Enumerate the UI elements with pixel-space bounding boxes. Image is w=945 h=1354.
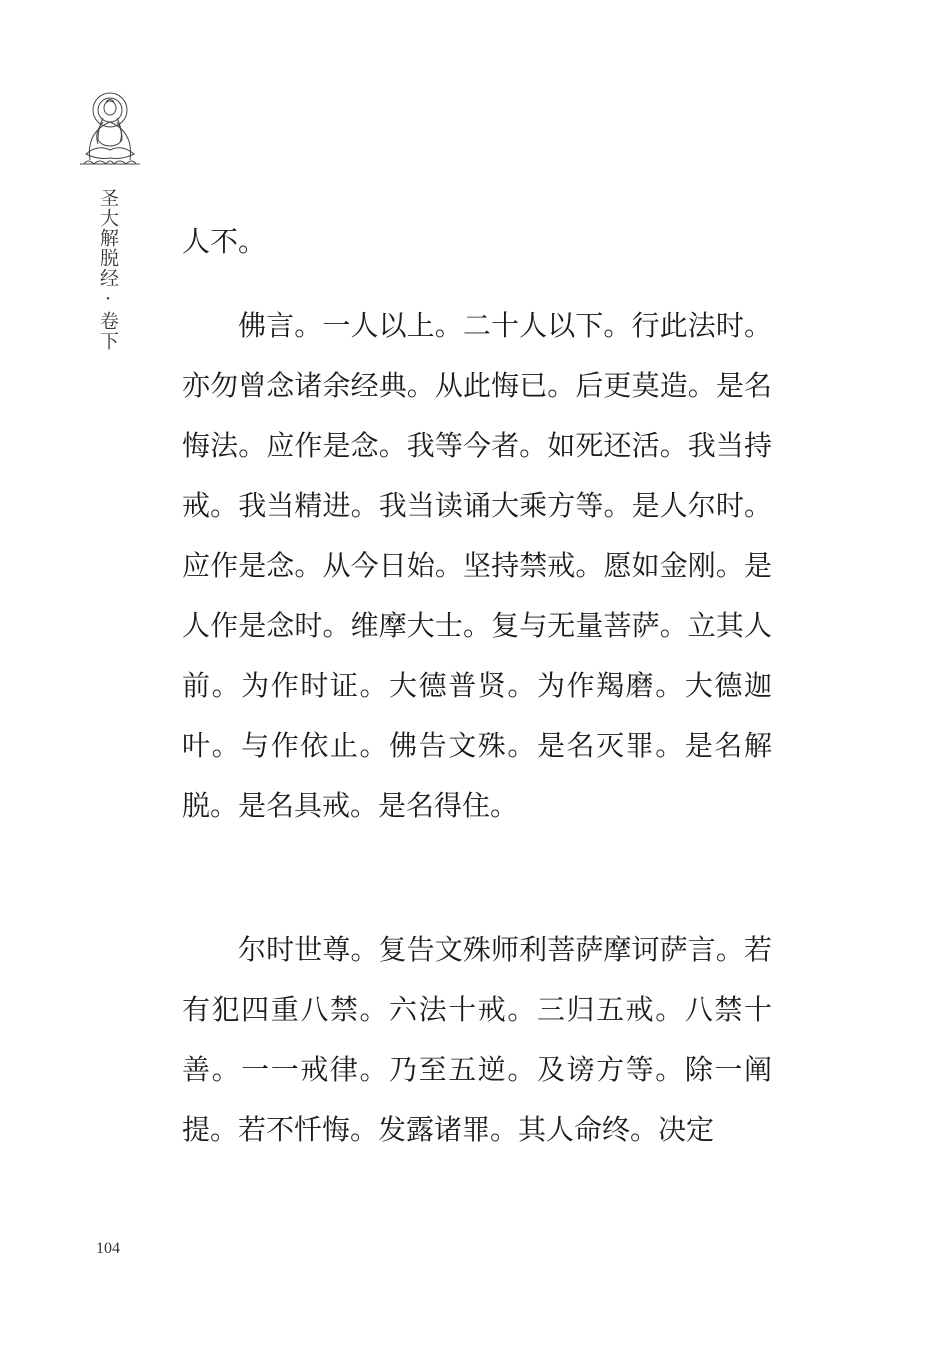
- buddha-icon: [76, 88, 144, 168]
- page-number: 104: [96, 1240, 120, 1257]
- continuation-line: 人不。: [182, 225, 267, 258]
- running-title: 圣大解脱经·卷下: [97, 188, 119, 351]
- paragraph: 尔时世尊。复告文殊师利菩萨摩诃萨言。若有犯四重八禁。六法十戒。三归五戒。八禁十善。一一戒律。乃至五逆。及谤方等。除一阐提。若不忏悔。发露诸罪。其人命终。决定: [182, 933, 772, 1146]
- paragraph: 佛言。一人以上。二十人以下。行此法时。亦勿曾念诸余经典。从此悔已。后更莫造。是名悔法。应作是念。我等今者。如死还活。我当持戒。我当精进。我当读诵大乘方等。是人尔时。应作是念。从今日始。坚持禁戒。愿如金刚。是人作是念时。维摩大士。复与无量菩萨。立其人前。为作时证。大德普贤。为作羯磨。大德迦叶。与作依止。佛告文殊。是名灭罪。是名解脱。是名具戒。是名得住。: [182, 309, 772, 822]
